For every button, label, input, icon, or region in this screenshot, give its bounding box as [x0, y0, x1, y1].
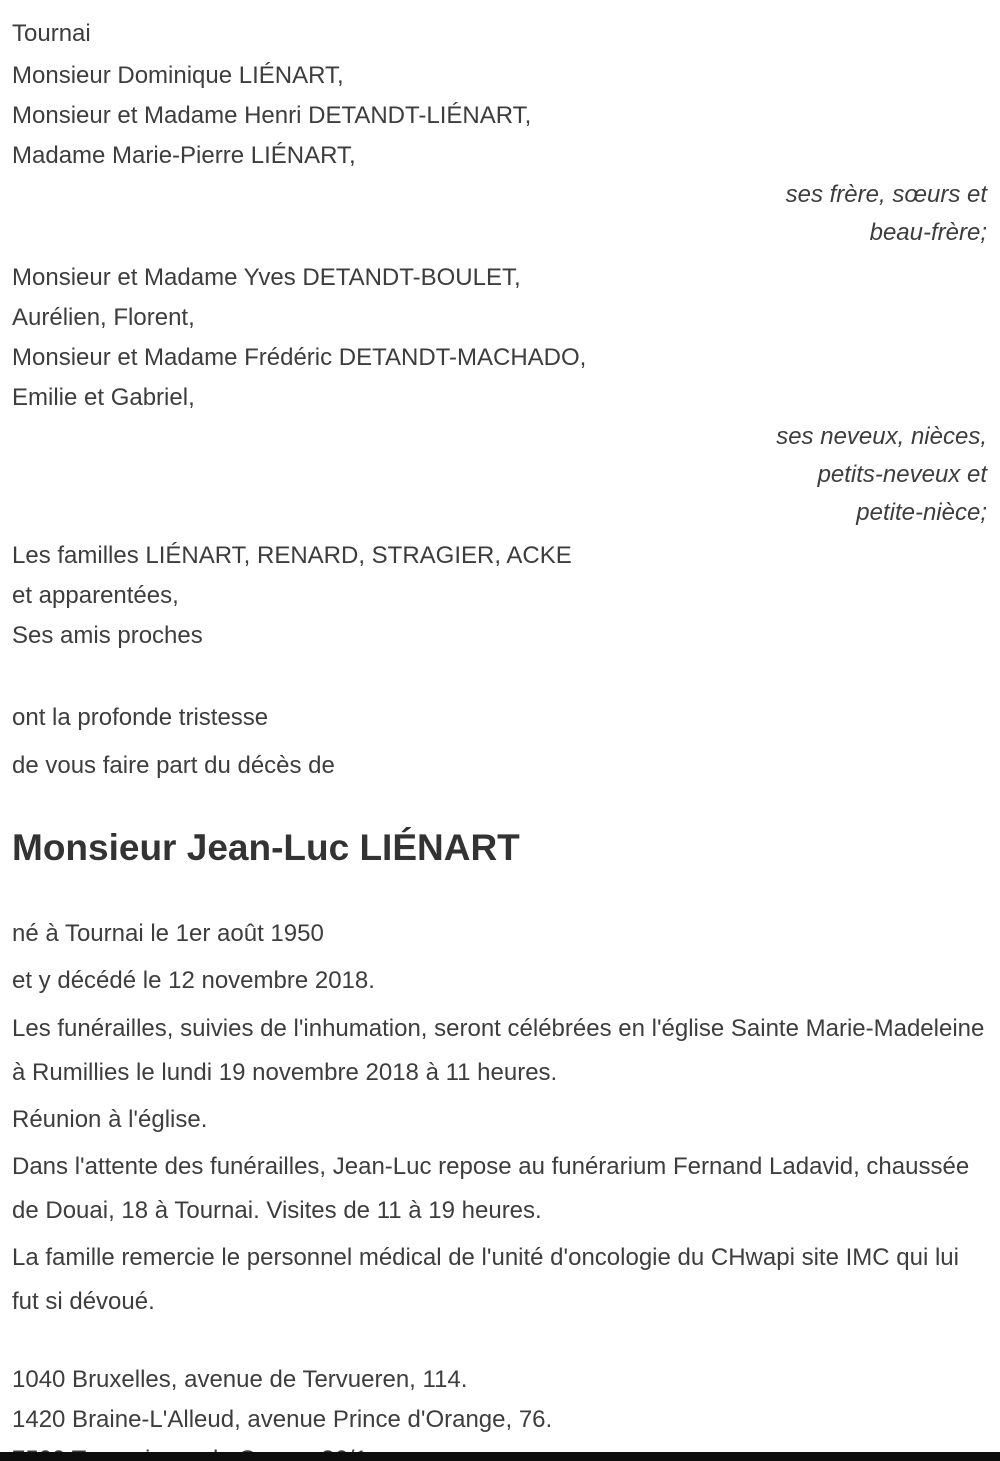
- visitation-paragraph: Dans l'attente des funérailles, Jean-Luc repose au funérarium Fernand Ladavid, chaussée de Douai, 18 à Tournai. Visites de 11 à 19 heures.: [12, 1153, 970, 1224]
- funeral-paragraph: Les funérailles, suivies de l'inhumation, seront célébrées en l'église Sainte Marie-Madeleine à Rumillies le lundi 19 novembre 2018 à 11 heures.: [12, 1015, 985, 1086]
- vital-dates-block: [12, 910, 987, 1004]
- city-line: Tournai: [12, 20, 91, 47]
- birth-line: né à Tournai le 1er août 1950: [12, 920, 324, 947]
- relation-line: ses frère, sœurs et: [785, 181, 987, 208]
- addresses-block: [12, 1360, 987, 1461]
- families-group: [12, 536, 987, 656]
- address-line: 1420 Braine-L'Alleud, avenue Prince d'Orange, 76.: [12, 1406, 553, 1433]
- announcement-line: de vous faire part du décès de: [12, 752, 335, 779]
- mourners-group-siblings: [12, 56, 987, 176]
- thanks-paragraph: La famille remercie le personnel médical de l'unité d'oncologie du CHwapi site IMC qui lui fut si dévoué.: [12, 1244, 959, 1315]
- mourner-line: Monsieur et Madame Henri DETANDT-LIÉNART,: [12, 102, 532, 129]
- relation-line: petite-nièce;: [856, 499, 987, 526]
- announcement-block: [12, 694, 987, 790]
- mourner-line: Madame Marie-Pierre LIÉNART,: [12, 142, 356, 169]
- mourner-line: Emilie et Gabriel,: [12, 384, 195, 411]
- announcement-line: ont la profonde tristesse: [12, 704, 269, 731]
- mourner-line: Monsieur et Madame Yves DETANDT-BOULET,: [12, 264, 521, 291]
- bottom-divider-bar: [0, 1452, 1000, 1461]
- families-line: Ses amis proches: [12, 622, 203, 649]
- relation-line: beau-frère;: [869, 219, 987, 246]
- mourners-group-nephews: [12, 258, 987, 418]
- mourner-line: Monsieur Dominique LIÉNART,: [12, 62, 344, 89]
- relation-line: petits-neveux et: [817, 461, 987, 488]
- families-line: et apparentées,: [12, 582, 179, 609]
- relation-aside-nephews: [12, 418, 987, 532]
- meeting-line: Réunion à l'église.: [12, 1106, 208, 1133]
- mourner-line: Monsieur et Madame Frédéric DETANDT-MACHADO,: [12, 344, 587, 371]
- families-line: Les familles LIÉNART, RENARD, STRAGIER, ACKE: [12, 542, 572, 569]
- deceased-name-heading: Monsieur Jean-Luc LIÉNART: [12, 827, 520, 868]
- relation-line: ses neveux, nièces,: [776, 423, 987, 450]
- relation-aside-siblings: [12, 176, 987, 252]
- mourner-line: Aurélien, Florent,: [12, 304, 195, 331]
- death-line: et y décédé le 12 novembre 2018.: [12, 967, 375, 994]
- address-line: 1040 Bruxelles, avenue de Tervueren, 114.: [12, 1366, 468, 1393]
